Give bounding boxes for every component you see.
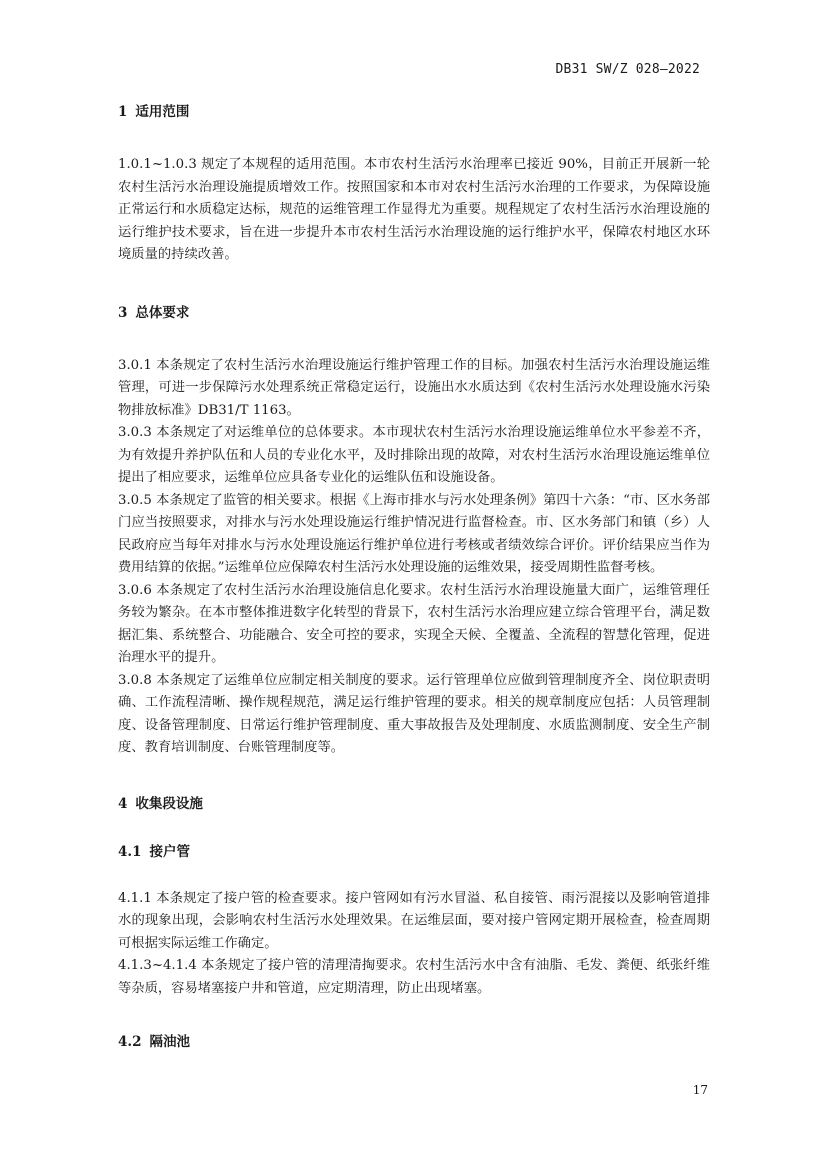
document-code: DB31 SW/Z 028—2022 [555,62,700,77]
paragraph-3-0-6: 3.0.6 本条规定了农村生活污水治理设施信息化要求。农村生活污水治理设施量大面广，运维管理任务较为繁杂。在本市整体推进数字化转型的背景下，农村生活污水治理应建立综合管理平台，满足数据汇集、系统整合、功能融合、安全可控的要求，实现全天候、全覆盖、全流程的智慧化管理，促进治理水平的提升。 [118,582,710,665]
paragraph-3-0-1: 3.0.1 本条规定了农村生活污水治理设施运行维护管理工作的目标。加强农村生活污水治理设施运维管理，可进一步保障污水处理系统正常稳定运行，设施出水水质达到《农村生活污水处理设施水污染物排放标准》DB31/T 1163。 [118,357,710,418]
section-title: 总体要求 [135,304,190,321]
paragraph-4-1-1: 4.1.1 本条规定了接户管的检查要求。接户管网如有污水冒溢、私自接管、雨污混接以及影响管道排水的现象出现，会影响农村生活污水处理效果。在运维层面，要对接户管网定期开展检查，检查周期可根据实际运维工作确定。 [118,890,710,951]
section-heading-4 [118,792,710,816]
section-title: 收集段设施 [135,795,203,812]
paragraph-3-0-8: 3.0.8 本条规定了运维单位应制定相关制度的要求。运行管理单位应做到管理制度齐全、岗位职责明确、工作流程清晰、操作规程规范，满足运行维护管理的要求。相关的规章制度应包括：人员管理制度、设备管理制度、日常运行维护管理制度、重大事故报告及处理制度、水质监测制度、安全生产制度、教育培训制度、台账管理制度等。 [118,672,710,755]
section-number: 1 [118,104,128,120]
section-title: 适用范围 [135,104,190,120]
section-number: 4 [118,795,128,812]
section-number: 4.2 [118,1034,142,1050]
document-body [118,96,710,1054]
paragraph-4-1-3: 4.1.3~4.1.4 本条规定了接户管的清理清掏要求。农村生活污水中含有油脂、毛发、粪便、纸张纤维等杂质，容易堵塞接户井和管道，应定期清理，防止出现堵塞。 [118,958,710,996]
section-number: 4.1 [118,843,142,860]
section-heading-4-2 [118,1030,710,1054]
section-title: 接户管 [149,843,190,860]
paragraph-1-0-1: 1.0.1~1.0.3 规定了本规程的适用范围。本市农村生活污水治理率已接近 90%，目前正开展新一轮农村生活污水治理设施提质增效工作。按照国家和本市对农村生活污水治理的工作要求，为保障设施正常运行和水质稳定达标，规范的运维管理工作显得尤为重要。规程规定了农村生活污水治理设施的运行维护技术要求，旨在进一步提升本市农村生活污水治理设施的运行维护水平，保障农村地区水环境质量的持续改善。 [118,157,710,262]
section-heading-4-1 [118,840,710,864]
section-heading-3 [118,301,710,325]
section-heading-1 [118,100,710,124]
section-title: 隔油池 [149,1034,190,1050]
paragraph-3-0-3: 3.0.3 本条规定了对运维单位的总体要求。本市现状农村生活污水治理设施运维单位水平参差不齐，为有效提升养护队伍和人员的专业化水平，及时排除出现的故障，对农村生活污水治理设施运维单位提出了相应要求，运维单位应具备专业化的运维队伍和设施设备。 [118,425,710,485]
page-number: 17 [692,1083,708,1097]
section-number: 3 [118,304,128,321]
paragraph-3-0-5: 3.0.5 本条规定了监管的相关要求。根据《上海市排水与污水处理条例》第四十六条：“市、区水务部门应当按照要求，对排水与污水处理设施运行维护情况进行监督检查。市、区水务部门和镇（乡）人民政府应当每年对排水与污水处理设施运行维护单位进行考核或者绩效综合评价。评价结果应当作为费用结算的依据。”运维单位应保障农村生活污水处理设施的运维效果，接受周期性监督考核。 [118,492,710,575]
